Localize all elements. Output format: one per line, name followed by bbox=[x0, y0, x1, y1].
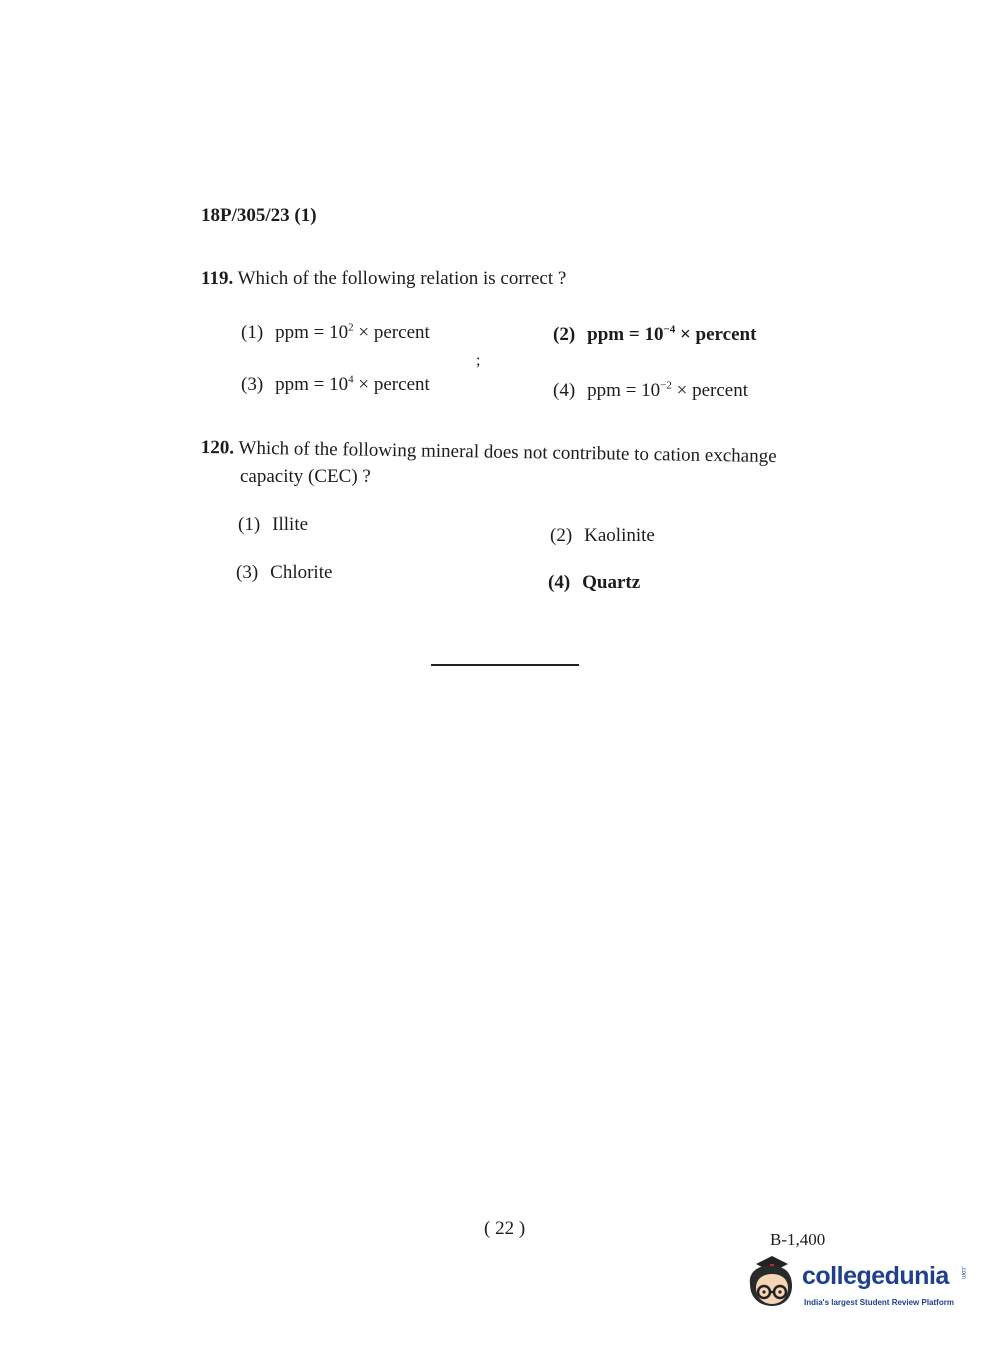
option-text-suffix: × percent bbox=[671, 380, 748, 401]
option-number: (2) bbox=[553, 324, 576, 345]
mascot-icon bbox=[742, 1254, 802, 1314]
question-119 bbox=[201, 268, 566, 290]
question-text: Which of the following relation is correct ? bbox=[237, 268, 567, 289]
brand-domain: .com bbox=[960, 1266, 966, 1280]
page-number: ( 22 ) bbox=[484, 1218, 526, 1239]
option-exponent: −4 bbox=[663, 323, 676, 336]
option-text: ppm = 10 bbox=[587, 380, 661, 401]
option-text: Chlorite bbox=[270, 562, 333, 583]
end-rule bbox=[431, 664, 579, 666]
option-text-suffix: × percent bbox=[353, 374, 430, 395]
question-120 bbox=[201, 437, 777, 468]
option-number: (3) bbox=[236, 562, 259, 583]
option-exponent: 4 bbox=[348, 373, 354, 386]
option-119-3 bbox=[241, 374, 430, 396]
option-119-2 bbox=[553, 324, 756, 346]
option-exponent: 2 bbox=[348, 321, 354, 334]
option-text-suffix: × percent bbox=[353, 322, 430, 343]
option-number: (3) bbox=[241, 374, 264, 395]
option-text: Illite bbox=[272, 514, 309, 535]
option-text-suffix: × percent bbox=[675, 324, 757, 345]
brand-tagline: India's largest Student Review Platform bbox=[804, 1298, 954, 1307]
option-number: (4) bbox=[548, 572, 571, 593]
option-text: ppm = 10 bbox=[275, 374, 349, 395]
option-number: (1) bbox=[238, 514, 261, 535]
option-text: Quartz bbox=[582, 572, 641, 593]
option-120-1 bbox=[238, 514, 308, 536]
question-number: 119. bbox=[201, 268, 234, 289]
option-120-4 bbox=[548, 572, 640, 594]
option-text: ppm = 10 bbox=[275, 322, 349, 343]
option-number: (2) bbox=[550, 525, 573, 546]
brand-name: collegedunia bbox=[802, 1262, 949, 1290]
question-number: 120. bbox=[200, 437, 235, 459]
option-text: Kaolinite bbox=[584, 525, 655, 546]
booklet-code: B-1,400 bbox=[770, 1230, 826, 1249]
option-120-3 bbox=[236, 562, 332, 584]
stray-mark: ; bbox=[476, 352, 481, 369]
option-number: (1) bbox=[241, 322, 264, 343]
option-text: ppm = 10 bbox=[587, 324, 664, 345]
option-number: (4) bbox=[553, 380, 576, 401]
option-exponent: −2 bbox=[660, 379, 672, 392]
option-120-2 bbox=[550, 525, 655, 547]
collegedunia-logo bbox=[742, 1254, 972, 1314]
question-text: Which of the following mineral does not contribute to cation exchange bbox=[238, 437, 777, 468]
question-text-continued: capacity (CEC) ? bbox=[240, 466, 371, 487]
option-119-1 bbox=[241, 322, 430, 344]
paper-code: 18P/305/23 (1) bbox=[201, 205, 317, 226]
option-119-4 bbox=[553, 380, 748, 402]
